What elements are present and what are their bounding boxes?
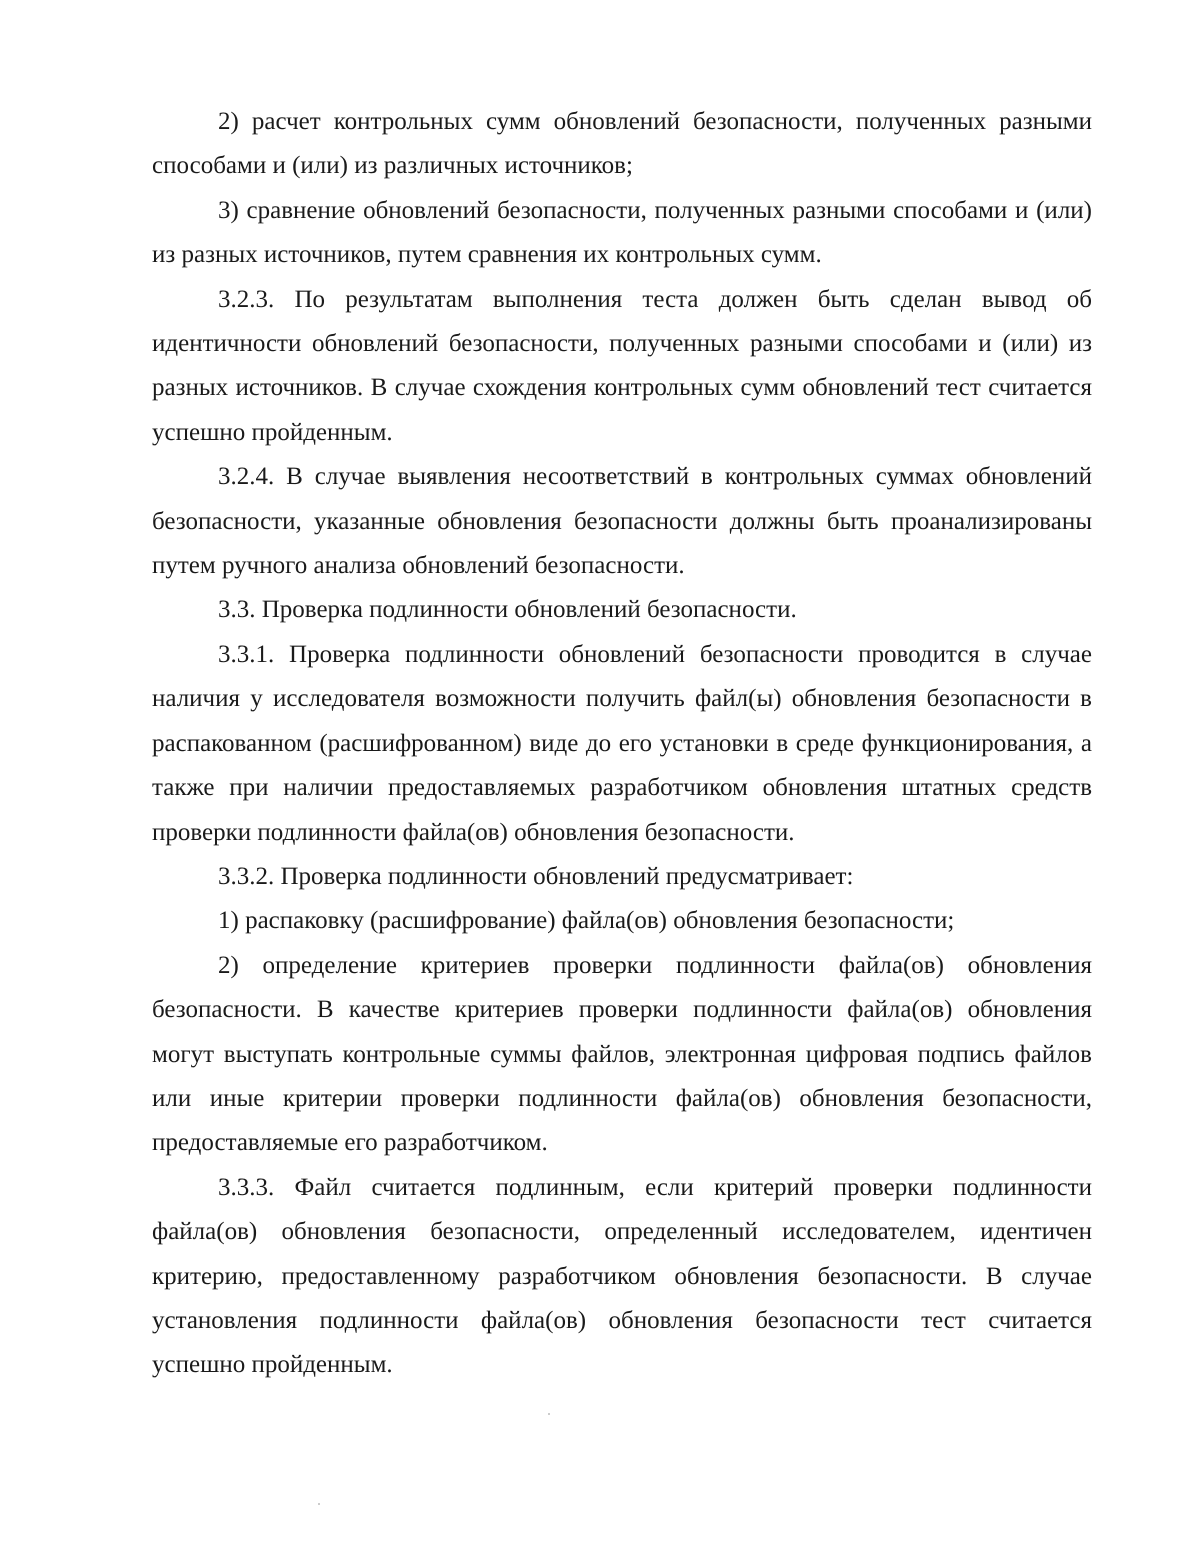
paragraph-3-2-3: 3.2.3. По результатам выполнения теста должен быть сделан вывод об идентичности обновлений безопасности, полученных разными способами и (или) из разных источников. В случае схождения контрольных сумм обновлений тест считается успешно пройденным. — [152, 285, 1092, 446]
section-heading-3-3: 3.3. Проверка подлинности обновлений безопасности. — [218, 596, 797, 624]
paragraph-3-3-3: 3.3.3. Файл считается подлинным, если критерий проверки подлинности файла(ов) обновления безопасности, определенный исследователем, идентичен критерию, предоставленному разработчиком обновления безопасности. В случае установления подлинности файла(ов) обновления безопасности тест считается успешно пройденным. — [152, 1173, 1092, 1379]
paragraph-item-1-unpacking: 1) распаковку (расшифрование) файла(ов) обновления безопасности; — [218, 907, 955, 935]
document-body — [152, 100, 1092, 1388]
paragraph-3-3-1: 3.3.1. Проверка подлинности обновлений безопасности проводится в случае наличия у исследователя возможности получить файл(ы) обновления безопасности в распакованном (расшифрованном) виде до его установки в среде функционирования, а также при наличии предоставляемых разработчиком обновления штатных средств проверки подлинности файла(ов) обновления безопасности. — [152, 640, 1092, 846]
scan-speck — [318, 1503, 320, 1505]
scan-speck — [548, 1413, 550, 1415]
paragraph-3-2-4: 3.2.4. В случае выявления несоответствий в контрольных суммах обновлений безопасности, указанные обновления безопасности должны быть проанализированы путем ручного анализа обновлений безопасности. — [152, 463, 1092, 580]
paragraph-3-3-2: 3.3.2. Проверка подлинности обновлений предусматривает: — [218, 862, 854, 890]
paragraph-item-3-comparison: 3) сравнение обновлений безопасности, полученных разными способами и (или) из разных источников, путем сравнения их контрольных сумм. — [152, 196, 1092, 269]
paragraph-item-2-checksum-calc: 2) расчет контрольных сумм обновлений безопасности, полученных разными способами и (или) из различных источников; — [152, 108, 1092, 180]
paragraph-item-2-criteria: 2) определение критериев проверки подлинности файла(ов) обновления безопасности. В качестве критериев проверки подлинности файла(ов) обновления могут выступать контрольные суммы файлов, электронная цифровая подпись файлов или иные критерии проверки подлинности файла(ов) обновления безопасности, предоставляемые его разработчиком. — [152, 951, 1092, 1157]
